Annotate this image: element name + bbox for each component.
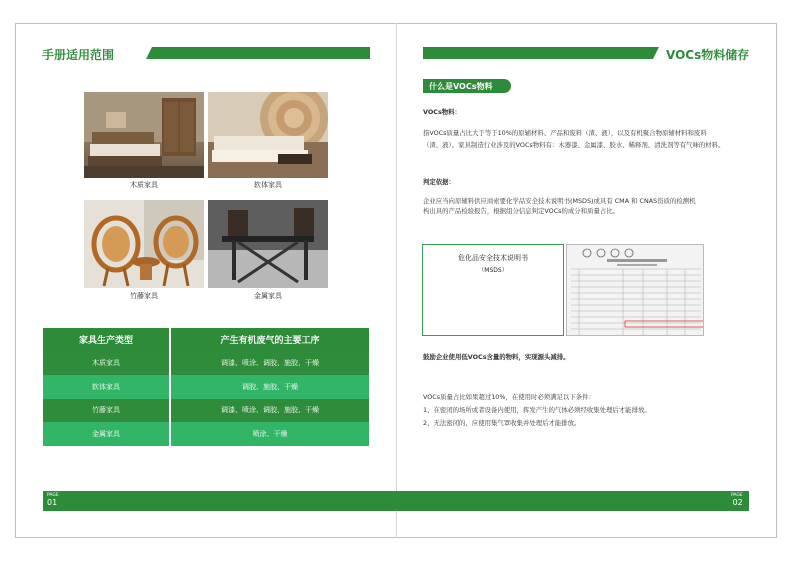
condition-2: 2、无法密闭的，应使用集气罩收集并处理后才能排放。 — [423, 419, 581, 427]
table-row — [43, 399, 369, 423]
caption-soft: 软体家具 — [254, 181, 282, 189]
left-page-title: 手册适用范围 — [42, 48, 115, 62]
table-cell: 木质家具 — [43, 352, 169, 376]
test-report-image — [566, 244, 704, 336]
table-header-row — [43, 328, 369, 352]
table-header-cell: 家具生产类型 — [43, 328, 169, 352]
judge-line2: 构出具的产品检验报告，根据组分信息判定VOCs的成分和质量占比。 — [423, 207, 620, 215]
right-page-number — [731, 493, 743, 507]
left-header-bar — [146, 47, 370, 59]
table-cell: 调漆、喷涂、调胶、施胶、干燥 — [171, 352, 369, 376]
voc-heading: VOCs物料： — [423, 108, 461, 116]
condition-intro: VOCs质量占比如果超过10%，在使用时必须满足以下条件： — [423, 393, 595, 401]
page-spine — [396, 23, 397, 538]
table-cell: 金属家具 — [43, 422, 169, 446]
footer-bar — [43, 491, 749, 511]
wood-furniture-photo — [84, 92, 204, 178]
judge-heading: 判定依据： — [423, 178, 455, 186]
judge-line1: 企业应当向原辅料供应商索要化学品安全技术说明书(MSDS)或具有 CMA 和 CNAS资质的检测机 — [423, 197, 696, 205]
encourage-note: 鼓励企业使用低VOCs含量的物料，实现源头减排。 — [423, 353, 570, 361]
table-cell: 调胶、施胶、干燥 — [171, 375, 369, 399]
condition-1: 1、在密闭的场所或者设备内使用，挥发产生的气体必须经收集处理后才能排放。 — [423, 406, 651, 414]
left-page-number — [47, 493, 59, 507]
page-number: 02 — [732, 498, 743, 507]
metal-furniture-photo — [208, 200, 328, 288]
page-label: PAGE — [731, 493, 743, 498]
voc-definition-line2: （渣、液）。家具制造行业涉及的VOCs物料有：木器漆、金属漆、胶水、稀释剂、清洗剂等有气味的材料。 — [423, 141, 725, 149]
caption-metal: 金属家具 — [254, 292, 282, 300]
right-header-bar — [423, 47, 659, 59]
table-row — [43, 352, 369, 376]
right-page-title: VOCs物料储存 — [666, 48, 750, 62]
msds-document-card — [422, 244, 564, 336]
voc-process-table — [43, 328, 369, 446]
soft-furniture-photo — [208, 92, 328, 178]
page-label: PAGE — [47, 493, 59, 498]
table-row — [43, 422, 369, 446]
table-row — [43, 375, 369, 399]
rattan-furniture-photo — [84, 200, 204, 288]
table-cell: 喷涂、干燥 — [171, 422, 369, 446]
caption-wood: 木质家具 — [130, 181, 158, 189]
caption-rattan: 竹藤家具 — [130, 292, 158, 300]
msds-subtitle: （MSDS） — [478, 267, 508, 274]
msds-title: 危化品安全技术说明书 — [458, 254, 528, 262]
table-cell: 调漆、喷涂、调胶、施胶、干燥 — [171, 399, 369, 423]
table-header-cell: 产生有机废气的主要工序 — [171, 328, 369, 352]
voc-definition-line1: 指VOCs质量占比大于等于10%的原辅材料、产品和废料（渣、液），以及有机聚合物原辅材料和废料 — [423, 129, 707, 137]
table-cell: 竹藤家具 — [43, 399, 169, 423]
section-pill: 什么是VOCs物料 — [423, 79, 511, 93]
table-cell: 软体家具 — [43, 375, 169, 399]
page-number: 01 — [47, 498, 58, 507]
